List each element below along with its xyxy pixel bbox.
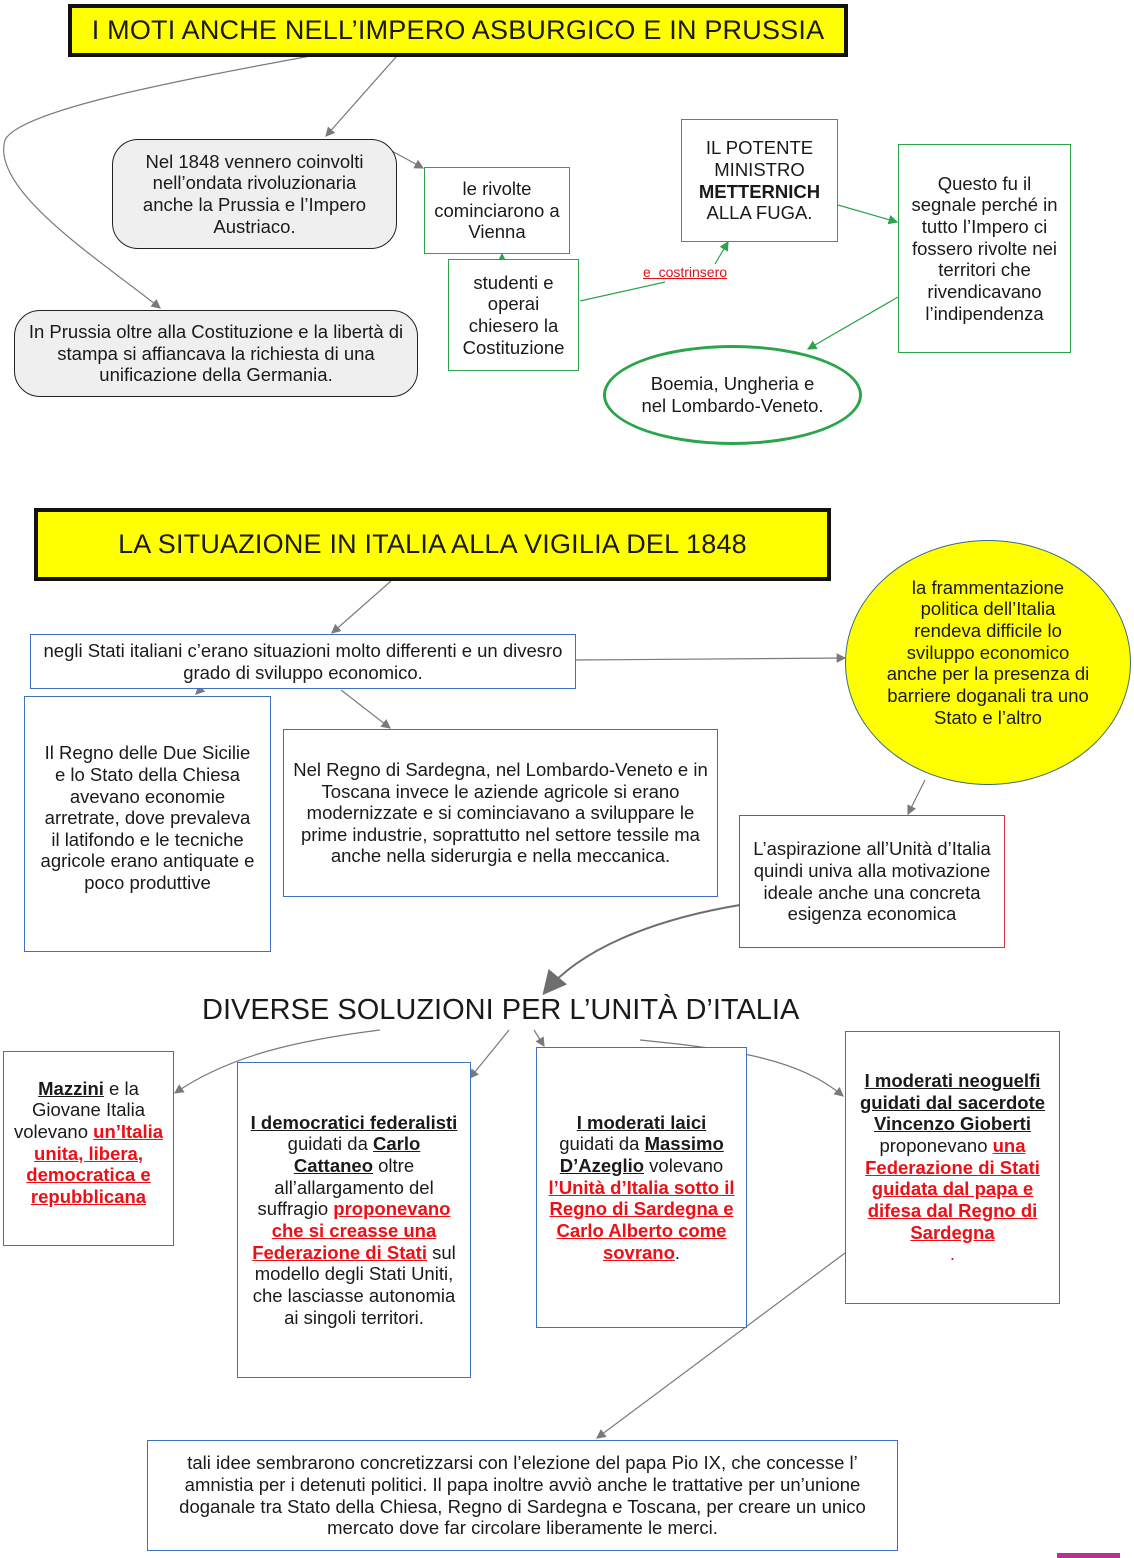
node-democratici-federalisti (237, 1062, 471, 1378)
node-text (688, 137, 831, 224)
federalisti-text: guidati da (287, 1133, 374, 1155)
node-text: studenti e operai chiesero la Costituzione (462, 271, 565, 358)
node-text: la frammentazione politica dell’Italia rendeva difficile lo sviluppo economico anche per la presenza di barriere doganali tra uno Stato e l’altro (886, 576, 1090, 728)
neoguelfi-text: . (949, 1243, 956, 1265)
node-text: Nel 1848 vennero coinvolti nell’ondata rivoluzionaria anche la Prussia e l’Impero Austriaco. (142, 150, 367, 237)
laici-group: I moderati laici (576, 1111, 707, 1133)
federalisti-group: I democratici federalisti (250, 1111, 458, 1133)
metternich-line3: ALLA FUGA. (706, 202, 813, 224)
node-metternich (681, 119, 838, 242)
node-prussia (14, 310, 418, 397)
title-text: I MOTI ANCHE NELL’IMPERO ASBURGICO E IN PRUSSIA (91, 14, 825, 45)
arrow-soluzioni-to-federalisti (470, 1030, 509, 1078)
node-text: In Prussia oltre alla Costituzione e la libertà di stampa si affiancava la richiesta di una unificazione della Germania. (28, 321, 404, 386)
section-title-situazione-italia (34, 508, 831, 581)
node-regno-sardegna (283, 729, 718, 897)
arrow-stati-to-nord (341, 690, 390, 728)
laici-text: . (674, 1241, 681, 1263)
arrow-title2-to-stati (332, 581, 391, 633)
arrow-segnale-to-territori (808, 297, 898, 349)
node-due-sicilie (24, 696, 271, 952)
node-moderati-neoguelfi (845, 1031, 1060, 1304)
arrow-label-to-metternich (715, 242, 728, 264)
node-frammentazione (845, 540, 1131, 785)
federalisti-goal: proponevano che si creasse una Federazione di Stati (252, 1198, 451, 1263)
node-pio-ix (147, 1440, 898, 1551)
page-corner-marker (1057, 1553, 1120, 1558)
section-title-diverse-soluzioni: DIVERSE SOLUZIONI PER L’UNITÀ D’ITALIA (202, 994, 800, 1026)
node-text: Boemia, Ungheria e nel Lombardo-Veneto. (641, 373, 824, 416)
node-text: negli Stati italiani c’erano situazioni molto differenti e un divesro grado di sviluppo economico. (43, 639, 563, 683)
node-segnale (898, 144, 1071, 353)
node-stati-italiani (30, 634, 576, 689)
arrow-soluzioni-to-laici (534, 1030, 544, 1046)
node-text (547, 1112, 736, 1263)
node-aspirazione (739, 815, 1005, 948)
arrow-title-to-1848 (326, 57, 396, 136)
section-title-impero-asburgico (68, 4, 848, 57)
node-text: Questo fu il segnale perché in tutto l’Impero ci fossero rivolte nei territori che rivendicavano l’indipendenza (911, 172, 1058, 324)
neoguelfi-goal: una Federazione di Stati guidata dal papa e difesa dal Regno di Sardegna (865, 1135, 1040, 1243)
laici-text: guidati da (559, 1133, 645, 1155)
laici-leader: Massimo D’Azeglio (559, 1133, 724, 1177)
edge-label-costrinsero: e costrinsero (643, 264, 728, 280)
node-1848-revolution (112, 139, 397, 249)
federalisti-text: sul modello degli Stati Uniti, che lasciasse autonomia ai singoli territori. (252, 1241, 456, 1328)
node-text: le rivolte cominciarono a Vienna (434, 178, 560, 243)
arrow-studenti-to-metternich (580, 282, 665, 301)
metternich-name: METTERNICH (698, 180, 821, 202)
federalisti-leader: Carlo Cattaneo (293, 1133, 421, 1177)
node-text (248, 1112, 460, 1328)
title-text: LA SITUAZIONE IN ITALIA ALLA VIGILIA DEL 1848 (118, 528, 747, 559)
node-mazzini (3, 1051, 174, 1246)
mazzini-text: e la Giovane Italia volevano (13, 1077, 146, 1142)
node-vienna (424, 167, 570, 254)
neoguelfi-text: proponevano (879, 1135, 993, 1157)
arrow-aspirazione-to-soluzioni (545, 905, 740, 992)
node-studenti-operai (448, 259, 579, 371)
node-text: Nel Regno di Sardegna, nel Lombardo-Veneto e in Toscana invece le aziende agricole si erano modernizzate e si cominciavano a sviluppare le prime industrie, soprattutto nel settore tessile ma anche nella siderurgia e nella meccanica. (293, 758, 708, 867)
mazzini-name: Mazzini (38, 1077, 104, 1099)
neoguelfi-group: I moderati neoguelfi guidati dal sacerdote Vincenzo Gioberti (859, 1070, 1046, 1135)
node-text: tali idee sembrarono concretizzarsi con l’elezione del papa Pio IX, che concesse l’ amnistia per i detenuti politici. Il papa inoltre avviò anche le trattative per un’unione doganale tra Stato della Chiesa, Regno di Sardegna e Toscana, per creare un unico mercato dove far circolare liberamente le merci. (179, 1452, 866, 1539)
arrow-stati-to-frammentazione (576, 658, 845, 660)
mazzini-goal: un’Italia unita, libera, democratica e repubblicana (26, 1120, 164, 1207)
node-text: L’aspirazione all’Unità d’Italia quindi univa alla motivazione ideale anche una concreta esigenza economica (753, 838, 991, 925)
arrow-frammentazione-to-aspirazione (908, 780, 925, 814)
laici-text: volevano (644, 1155, 724, 1177)
metternich-line1: IL POTENTE MINISTRO (705, 137, 814, 180)
node-moderati-laici (536, 1047, 747, 1328)
federalisti-text: oltre all’allargamento del suffragio (257, 1155, 434, 1220)
node-territori (603, 345, 862, 445)
node-text (856, 1070, 1049, 1265)
node-text (12, 1078, 165, 1208)
laici-goal: l’Unità d’Italia sotto il Regno di Sardegna e Carlo Alberto come sovrano (548, 1176, 735, 1263)
node-text: Il Regno delle Due Sicilie e lo Stato della Chiesa avevano economie arretrate, dove prevaleva il latifondo e le tecniche agricole erano antiquate e poco produttive (40, 742, 255, 894)
arrow-metternich-to-segnale (838, 205, 897, 222)
